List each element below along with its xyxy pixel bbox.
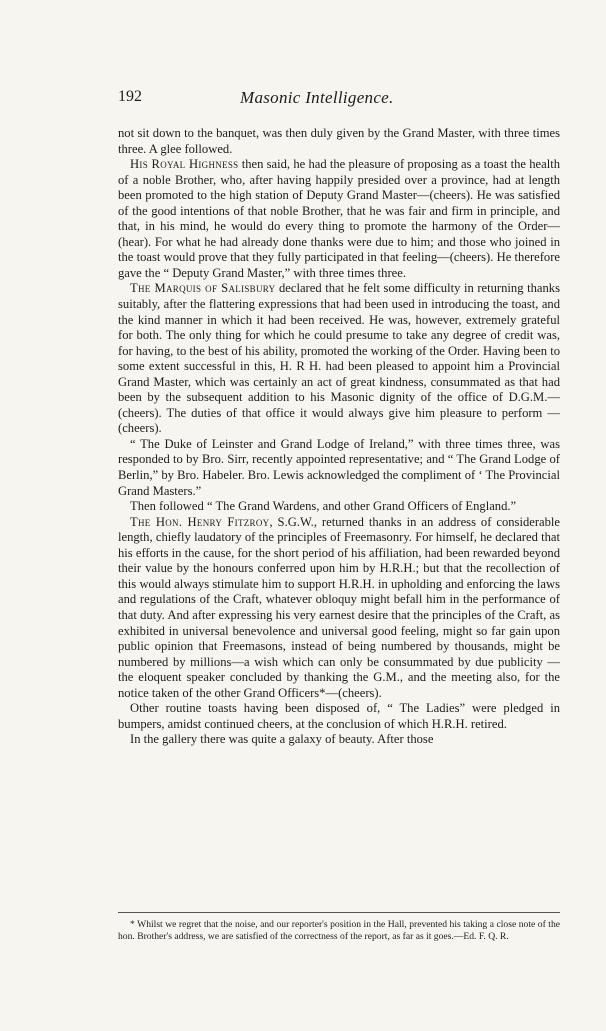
- footnote-text: * Whilst we regret that the noise, and our reporter's position in the Hall, prevented his taking a close note of the hon. Brother's address, we are satisfied of the correctness of the report, as far as it goes.—Ed. F. Q. R.: [118, 919, 560, 942]
- speaker-name: His Royal Highness: [130, 157, 239, 172]
- footnote: [118, 912, 560, 942]
- paragraph-7: Other routine toasts having been disposed of, “ The Ladies” were pledged in bumpers, amidst continued cheers, at the conclusion of which H.R.H. retired.: [118, 701, 560, 731]
- paragraph-text: declared that he felt some difficulty in returning thanks suitably, after the flattering expressions that had been used in introducing the toast, and the kind manner in which it had been received. He was, however, extremely grateful for both. The only thing for which he could presume to take any degree of credit was, for having, to the best of his ability, promoted the working of the Order. Having been to some extent successful in this, H. R H. had been pleased to appoint him a Provincial Grand Master, which was certainly an act of great kindness, consummated as that had been by the subsequent addition to his Masonic dignity of the office of D.G.M.—(cheers). The duties of that office it would always give him pleasure to perform —(cheers).: [118, 281, 560, 436]
- paragraph-text: , S.G.W., returned thanks in an address of considerable length, chiefly laudatory of the principles of Freemasonry. For himself, he declared that his efforts in the cause, for the short period of his affiliation, had been rewarded beyond their value by the honours conferred upon him by H.R.H.; but that the recollection of this would always stimulate him to support H.R.H. in upholding and enforcing the laws and regulations of the Craft, whatever obloquy might befall him in the performance of that duty. And after expressing his very earnest desire that the principles of the Craft, as exhibited in universal benevolence and universal good feeling, might so far gain upon public opinion that Freemasons, instead of being numbered by thousands, might be numbered by millions—a wish which can only be consummated by due publicity — the eloquent speaker concluded by thanking the G.M., and the meeting also, for the notice taken of the other Grand Officers*—(cheers).: [118, 514, 560, 700]
- speaker-name: The Hon. Henry Fitzroy: [130, 514, 270, 529]
- running-title: Masonic Intelligence.: [240, 88, 394, 107]
- page-number: 192: [118, 88, 142, 105]
- body-text: [118, 126, 560, 748]
- paragraph-8: In the gallery there was quite a galaxy of beauty. After those: [130, 732, 434, 747]
- paragraph-1: not sit down to the banquet, was then duly given by the Grand Master, with three times three. A glee followed.: [118, 126, 560, 156]
- paragraph-6: [118, 515, 560, 702]
- paragraph-text: then said, he had the pleasure of proposing as a toast the health of a noble Brother, who, after having happily presided over a province, had at length been promoted to the high station of Deputy Grand Master—(cheers). He was satisfied of the good intentions of that noble Brother, that he was fair and firm in principle, and that, in his mind, he would do every thing to promote the harmony of the Order—(hear). For what he had already done thanks were due to him; and those who joined in the toast would prove that they fully participated in that feeling—(cheers). He therefore gave the “ Deputy Grand Master,” with three times three.: [118, 157, 560, 280]
- page-header: [118, 88, 443, 112]
- paragraph-4: “ The Duke of Leinster and Grand Lodge of Ireland,” with three times three, was responded to by Bro. Sirr, recently appointed representative; and “ The Grand Lodge of Berlin,” by Bro. Habeler. Bro. Lewis acknowledged the compliment of ‘ The Provincial Grand Masters.”: [118, 436, 560, 498]
- speaker-name: The Marquis of Salisbury: [130, 281, 276, 296]
- paragraph-5: Then followed “ The Grand Wardens, and other Grand Officers of England.”: [130, 499, 517, 514]
- paragraph-2: [118, 157, 560, 281]
- paragraph-3: [118, 281, 560, 436]
